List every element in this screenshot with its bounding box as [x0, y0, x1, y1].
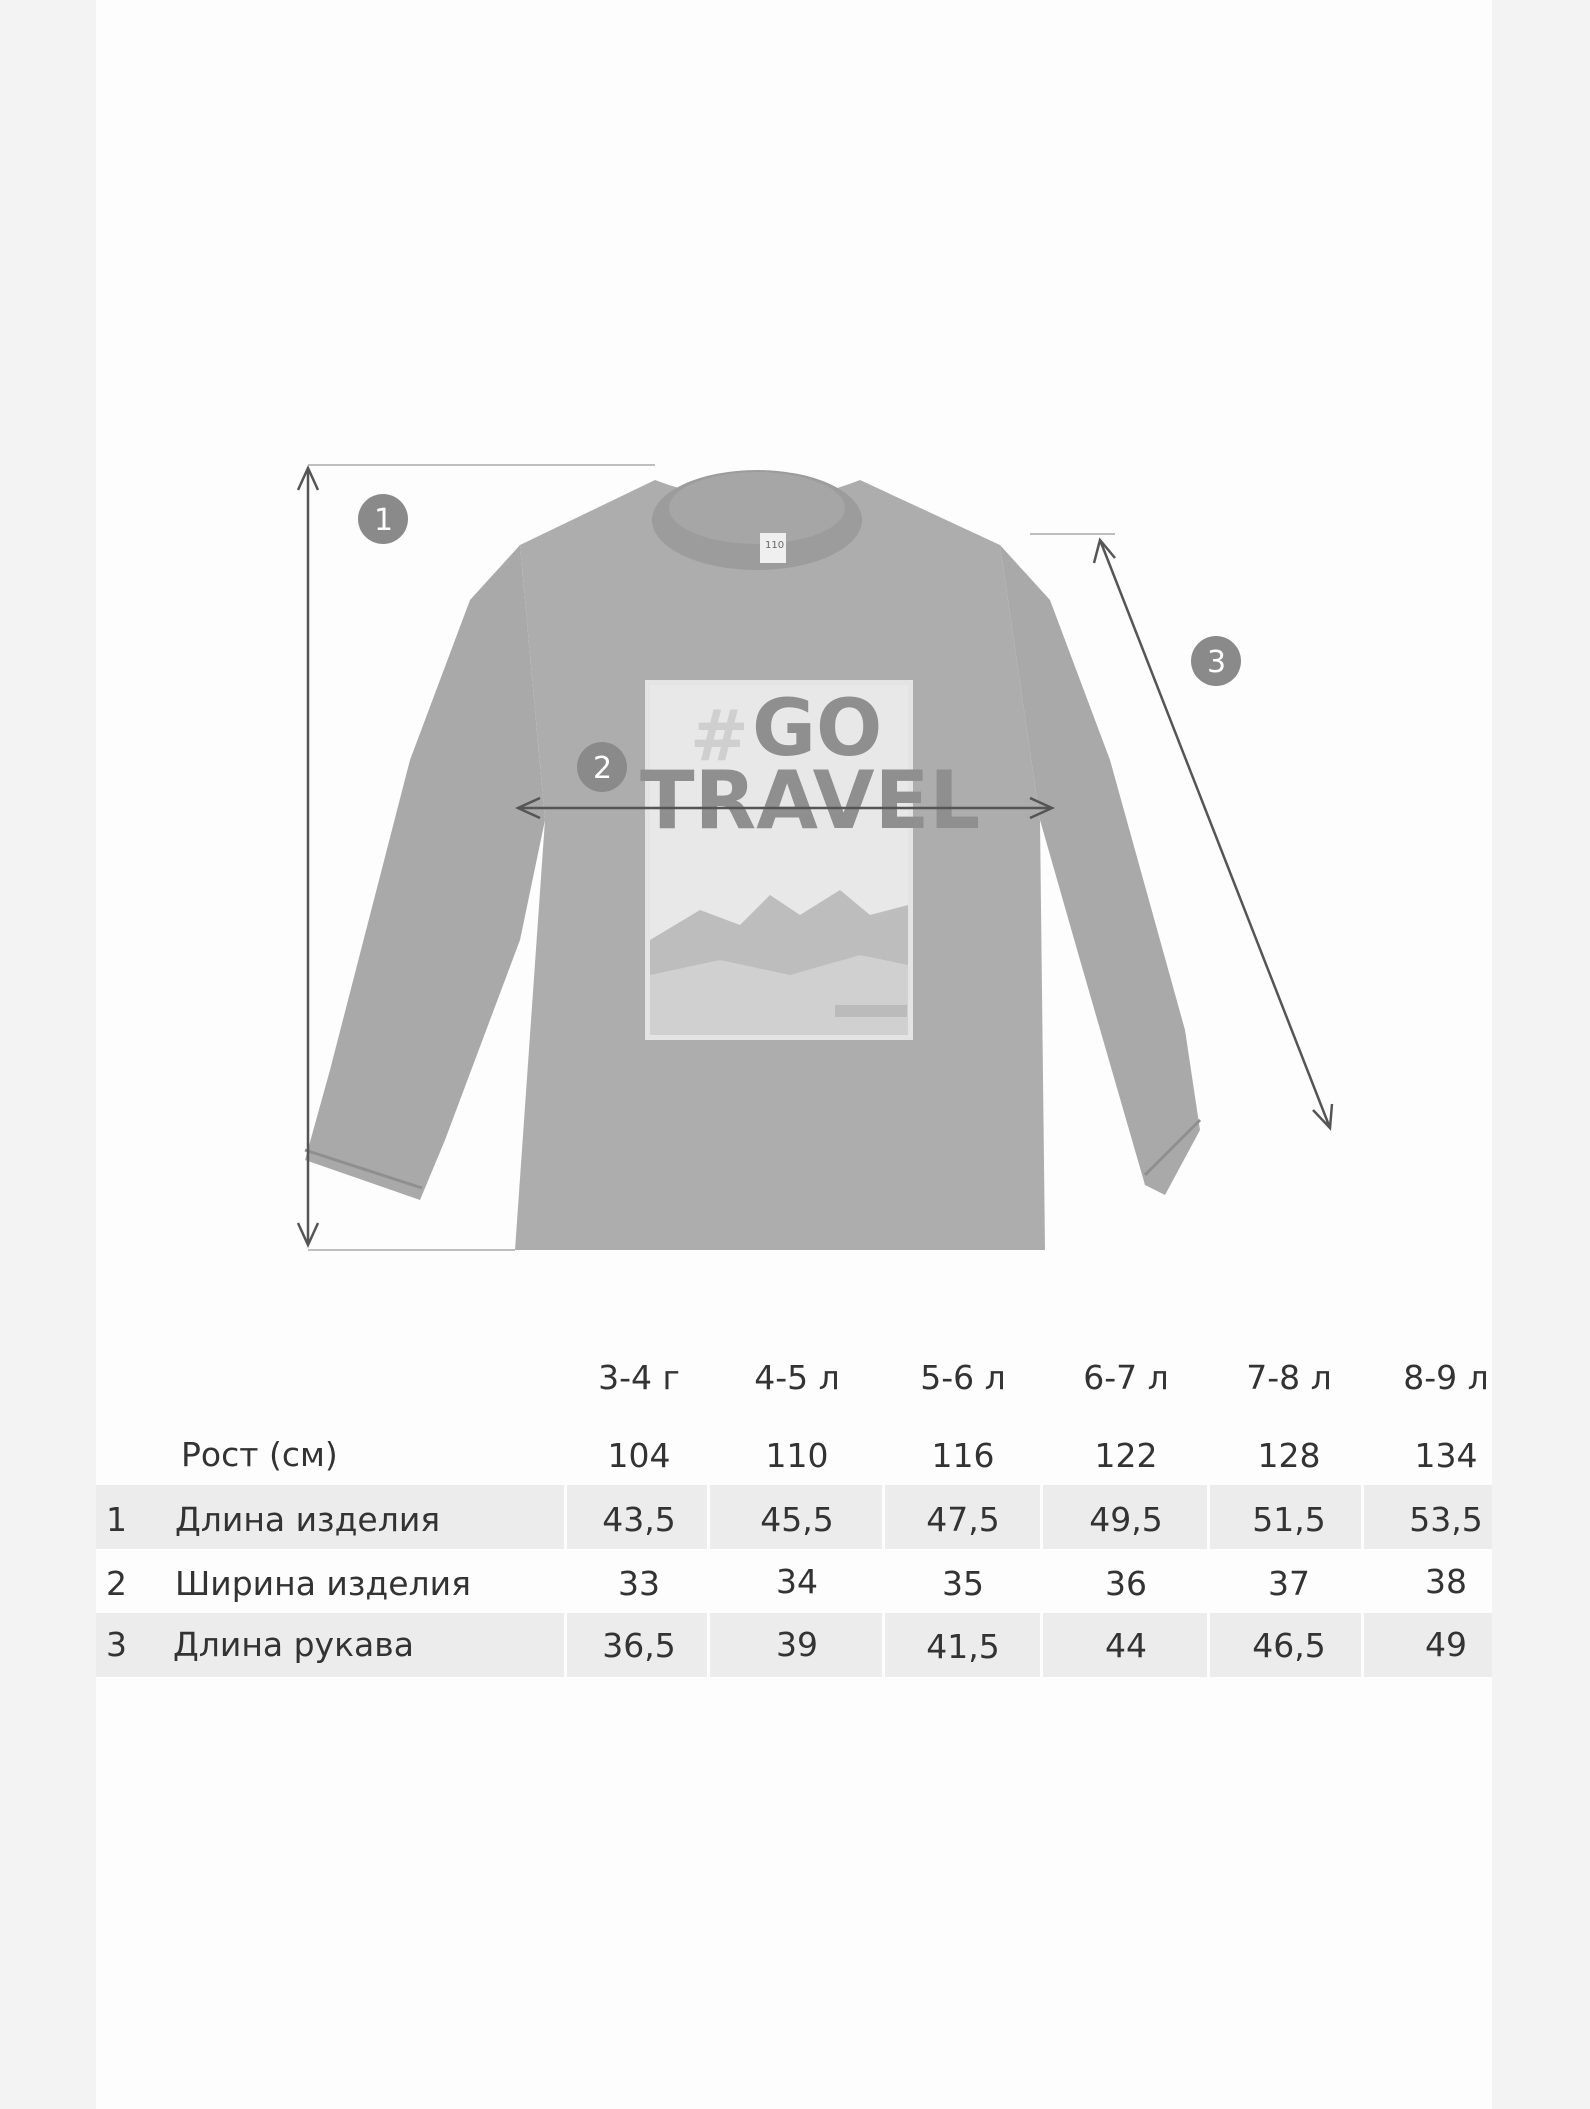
- col-head: 3-4 г: [598, 1358, 680, 1397]
- print-hash: #: [690, 695, 749, 777]
- badge-3: [1191, 636, 1241, 686]
- table-cell: 36: [1105, 1564, 1147, 1603]
- col-head: 4-5 л: [754, 1358, 840, 1397]
- table-cell: 122: [1094, 1436, 1158, 1475]
- left-sleeve: [305, 545, 545, 1200]
- col-head: 8-9 л: [1403, 1358, 1489, 1397]
- table-cell: 34: [776, 1562, 818, 1601]
- col-head: 5-6 л: [920, 1358, 1006, 1397]
- table-cell: 36,5: [602, 1626, 676, 1665]
- table-cell: 53,5: [1409, 1500, 1483, 1539]
- row-label: Длина рукава: [173, 1625, 414, 1664]
- print-go: GO: [752, 684, 883, 774]
- table-cell: 46,5: [1252, 1626, 1326, 1665]
- collar-tag-text: 110: [765, 540, 785, 551]
- print-travel: TRAVEL: [640, 754, 981, 847]
- table-cell: 49,5: [1089, 1500, 1163, 1539]
- table-cell: 33: [618, 1564, 660, 1603]
- table-cell: 45,5: [760, 1500, 834, 1539]
- table-cell: 110: [765, 1436, 829, 1475]
- table-cell: 38: [1425, 1562, 1467, 1601]
- table-cell: 37: [1268, 1564, 1310, 1603]
- table-cell: 39: [776, 1625, 818, 1664]
- table-cell: 51,5: [1252, 1500, 1326, 1539]
- table-cell: 47,5: [926, 1500, 1000, 1539]
- table-cell: 44: [1105, 1626, 1147, 1665]
- table-cell: 134: [1414, 1436, 1478, 1475]
- table-cell: 128: [1257, 1436, 1321, 1475]
- height-row-label: Рост (см): [181, 1435, 338, 1474]
- svg-text:1: 1: [374, 503, 394, 538]
- col-head: 6-7 л: [1083, 1358, 1169, 1397]
- table-cell: 104: [607, 1436, 671, 1475]
- row-label: Ширина изделия: [175, 1564, 471, 1603]
- table-cell: 49: [1425, 1625, 1467, 1664]
- row-number: 3: [106, 1625, 127, 1664]
- svg-text:3: 3: [1207, 645, 1227, 680]
- col-head: 7-8 л: [1246, 1358, 1332, 1397]
- table-cell: 35: [942, 1564, 984, 1603]
- table-cell: 41,5: [926, 1627, 1000, 1666]
- svg-text:2: 2: [593, 751, 613, 786]
- badge-1: [358, 494, 408, 544]
- row-label: Длина изделия: [175, 1500, 441, 1539]
- row-number: 1: [106, 1500, 127, 1539]
- row-number: 2: [106, 1564, 127, 1603]
- badge-2: [577, 742, 627, 792]
- table-cell: 116: [931, 1436, 995, 1475]
- table-cell: 43,5: [602, 1500, 676, 1539]
